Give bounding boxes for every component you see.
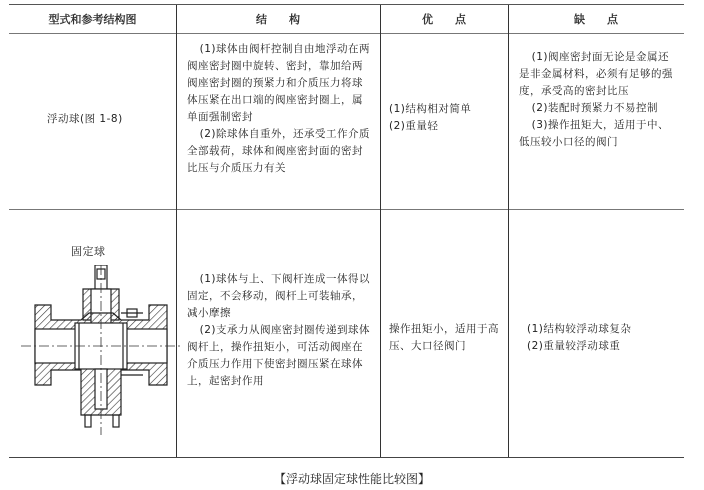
header-disadvantages: 缺 点 bbox=[574, 13, 618, 26]
disadvantages-floating bbox=[519, 49, 679, 151]
disadvantage-item: (2)重量较浮动球重 bbox=[527, 340, 621, 352]
column-divider bbox=[508, 5, 509, 457]
disadvantages-fixed bbox=[527, 321, 683, 355]
advantage-item: 操作扭矩小，适用于高压、大口径阀门 bbox=[389, 323, 499, 352]
figure-caption: 【浮动球固定球性能比较图】 bbox=[273, 472, 430, 486]
type-fixed-ball: 固定球 bbox=[71, 245, 106, 258]
structure-item: (1)球体与上、下阀杆连成一体得以固定，不会移动，阀杆上可装轴承，减小摩擦 bbox=[187, 273, 370, 319]
header-type: 型式和参考结构图 bbox=[48, 13, 137, 26]
advantage-item: (1)结构相对简单 bbox=[389, 103, 472, 115]
structure-item: (2)除球体自重外，还承受工作介质全部载荷，球体和阀座密封面的密封比压与介质压力有关 bbox=[187, 128, 370, 174]
type-floating-ball: 浮动球(图 1-8) bbox=[47, 113, 123, 125]
header-structure: 结 构 bbox=[256, 13, 300, 26]
structure-item: (1)球体由阀杆控制自由地浮动在两阀座密封圈中旋转、密封，靠加给两阀座密封圈的预紧力和介质压力将球体压紧在出口端的阀座密封圈上，属单面强制密封 bbox=[187, 43, 370, 123]
structure-item: (2)支承力从阀座密封圈传递到球体阀杆上，操作扭矩小，可活动阀座在介质压力作用下使密封圈压紧在球体上，起密封作用 bbox=[187, 324, 370, 387]
fixed-ball-valve-drawing bbox=[21, 265, 181, 435]
row-divider bbox=[9, 209, 684, 210]
disadvantage-item: (2)装配时预紧力不易控制 bbox=[531, 102, 658, 114]
advantages-floating bbox=[389, 101, 505, 135]
disadvantage-item: (1)阀座密封面无论是金属还是非金属材料，必须有足够的强度，承受高的密封比压 bbox=[519, 51, 673, 97]
disadvantage-item: (3)操作扭矩大，适用于中、低压较小口径的阀门 bbox=[519, 119, 669, 148]
header-advantages: 优 点 bbox=[422, 13, 466, 26]
structure-floating bbox=[187, 41, 373, 177]
advantages-fixed bbox=[389, 321, 505, 355]
column-divider bbox=[380, 5, 381, 457]
disadvantage-item: (1)结构较浮动球复杂 bbox=[527, 323, 632, 335]
structure-fixed bbox=[187, 271, 373, 390]
comparison-table bbox=[9, 4, 684, 458]
advantage-item: (2)重量轻 bbox=[389, 120, 439, 132]
